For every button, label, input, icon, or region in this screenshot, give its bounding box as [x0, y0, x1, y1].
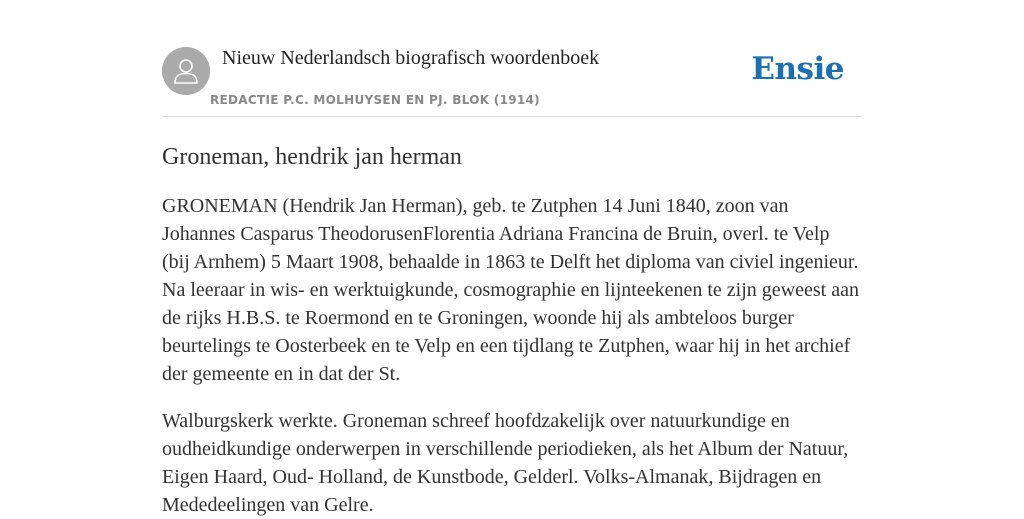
ensie-logo[interactable]: Ensie	[751, 51, 844, 87]
source-title-link[interactable]: Nieuw Nederlandsch biografisch woordenboek	[222, 47, 600, 69]
user-icon[interactable]	[162, 47, 210, 95]
article-paragraph-2: Walburgskerk werkte. Groneman schreef hoofdzakelijk over natuurkundige en oudheidkundige onderwerpen in verschillende periodieken, als het Album der Natuur, Eigen Haard, Oud- Holland, de Kunstbode, Gelderl. Volks-Almanak, Bijdragen en Mededeelingen van Gelre.	[162, 410, 849, 516]
article-title: Groneman, hendrik jan herman	[162, 144, 462, 170]
source-editors: REDACTIE P.C. MOLHUYSEN EN PJ. BLOK (1914)	[210, 93, 540, 107]
source-header	[162, 0, 862, 117]
article-paragraph-1: GRONEMAN (Hendrik Jan Herman), geb. te Zutphen 14 Juni 1840, zoon van Johannes Casparus TheodorusenFlorentia Adriana Francina de Bruin, overl. te Velp (bij Arnhem) 5 Maart 1908, behaalde in 1863 te Delft het diploma van civiel ingenieur. Na leeraar in wis- en werktuigkunde, cosmographie en lijnteekenen te zijn geweest aan de rijks H.B.S. te Roermond en te Groningen, woonde hij als ambteloos burger beurtelings te Oosterbeek en te Velp en een tijdlang te Zutphen, waar hij in het archief der gemeente en in dat der St.	[162, 195, 859, 385]
page	[162, 0, 862, 519]
